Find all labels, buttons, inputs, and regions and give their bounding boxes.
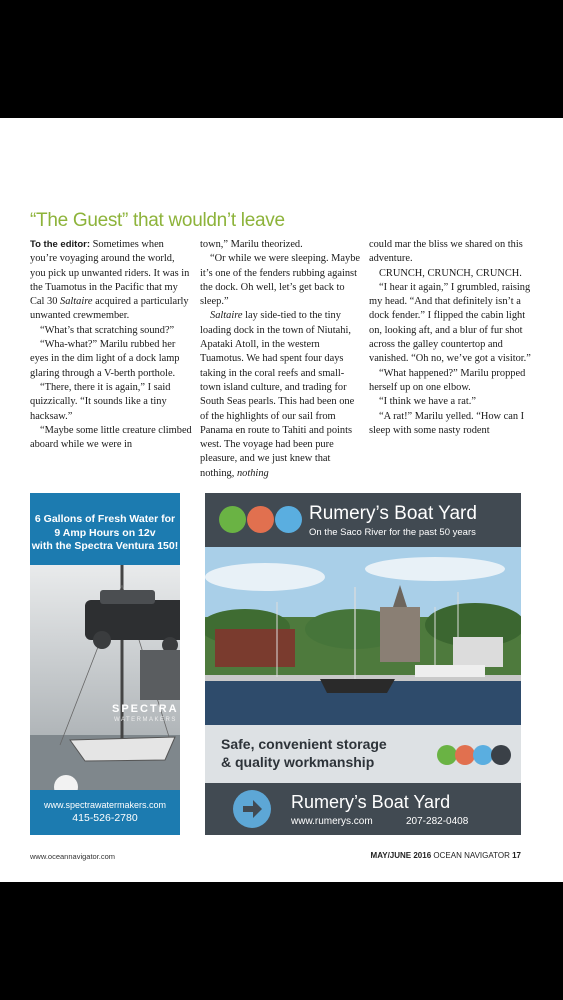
tagline-line: & quality workmanship	[221, 754, 375, 770]
paragraph: “What happened?” Marilu propped herself up on one elbow.	[369, 367, 526, 393]
emphasis: nothing	[236, 467, 269, 479]
paragraph: “Maybe some little creature climbed aboard while we were in	[30, 424, 192, 451]
paragraph: “There, there it is again,” I said quizzically. “It sounds like a tiny hacksaw.”	[30, 381, 171, 422]
spectra-advertisement[interactable]	[30, 493, 180, 835]
paragraph: “Wha-what?” Marilu rubbed her eyes in the dim light of a dock lamp glaring through a V-berth porthole.	[30, 339, 180, 379]
text: Sometimes when you’re voyaging around the world, you pick up unwanted riders. It was in the Tuamotus in the Pacific that my Cal 30	[30, 239, 190, 308]
logo-dots	[219, 506, 302, 533]
footer-folio	[371, 851, 521, 860]
blue-dot-icon	[275, 506, 302, 533]
ad-url[interactable]: www.rumerys.com	[291, 816, 373, 827]
tagline-line: Safe, convenient storage	[221, 736, 387, 752]
ad-company-name: Rumery’s Boat Yard	[291, 792, 451, 812]
ad-url[interactable]: www.spectrawatermakers.com	[43, 800, 167, 810]
headline-line: with the Spectra Ventura 150!	[31, 540, 179, 552]
paragraph: “I hear it again,” I grumbled, raising my head. “And that definitely isn’t a dock fender.” I flipped the cabin light on, looking aft, and a blur of fur shot across the galley countertop and vanished. “Oh no, we’ve got a visitor.”	[369, 281, 531, 365]
ad-phone: 415-526-2780	[72, 812, 138, 824]
article-column-2	[200, 238, 362, 481]
ad-phone: 207-282-0408	[406, 816, 469, 827]
ad-headline	[30, 493, 180, 565]
paragraph: “What’s that scratching sound?”	[40, 324, 175, 336]
boatyard-photo	[205, 547, 521, 725]
boat-name: Saltaire	[60, 296, 93, 308]
ad-subtitle: On the Saco River for the past 50 years	[309, 527, 476, 538]
article-column-3	[369, 238, 531, 438]
paragraph	[30, 238, 192, 324]
blue-dot-icon	[473, 745, 493, 765]
ad-tagline-band	[205, 725, 521, 783]
rumerys-advertisement[interactable]	[205, 493, 521, 835]
small-logo-dots	[437, 745, 511, 765]
paragraph: “I think we have a rat.”	[379, 396, 476, 408]
brand-subtitle: WATERMAKERS	[114, 717, 177, 723]
paragraph: could mar the bliss we shared on this adventure.	[369, 239, 523, 265]
boat-name: Saltaire	[210, 310, 243, 322]
green-dot-icon	[437, 745, 457, 765]
page-number: 17	[512, 851, 521, 860]
paragraph: “A rat!” Marilu yelled. “How can I sleep with some nasty rodent	[369, 410, 525, 436]
magazine-page	[0, 118, 563, 882]
dark-dot-icon	[491, 745, 511, 765]
text: lay side-tied to the tiny loading dock in the town of Niutahi, Apataki Atoll, in the western Tuamotus. We had spent four days taking in the coral reefs and small-town island culture, and trading for South Seas pearls. This had been one of the highlights of our sail from Panama en route to Tahiti and points west. The voyage had been pure pleasure, and we just knew that nothing,	[200, 310, 355, 479]
lead-in: To the editor:	[30, 239, 90, 250]
paragraph: “Or while we were sleeping. Maybe it’s one of the fenders rubbing against the dock. Oh well, let’s get back to sleep.”	[200, 253, 361, 308]
arrow-right-icon[interactable]	[233, 790, 271, 828]
orange-dot-icon	[455, 745, 475, 765]
headline-line: 6 Gallons of Fresh Water for	[34, 513, 176, 525]
article-title: “The Guest” that wouldn’t leave	[30, 210, 285, 231]
text: acquired a particularly unwanted crewmember.	[30, 296, 189, 322]
ad-tagline	[221, 735, 387, 771]
paragraph	[200, 309, 362, 481]
paragraph: town,” Marilu theorized.	[200, 239, 303, 250]
watermaker-sailboat-photo	[30, 565, 180, 790]
ad-title: Rumery’s Boat Yard	[309, 503, 477, 524]
headline-line: 9 Amp Hours on 12v	[54, 526, 156, 539]
magazine-name: OCEAN NAVIGATOR	[433, 851, 510, 860]
brand-name: SPECTRA	[112, 703, 179, 715]
green-dot-icon	[219, 506, 246, 533]
footer-website[interactable]: www.oceannavigator.com	[30, 852, 116, 861]
paragraph: CRUNCH, CRUNCH, CRUNCH.	[379, 267, 522, 279]
issue-date: MAY/JUNE 2016	[370, 851, 432, 860]
ad-contact	[30, 790, 180, 835]
article-column-1	[30, 238, 192, 452]
orange-dot-icon	[247, 506, 274, 533]
